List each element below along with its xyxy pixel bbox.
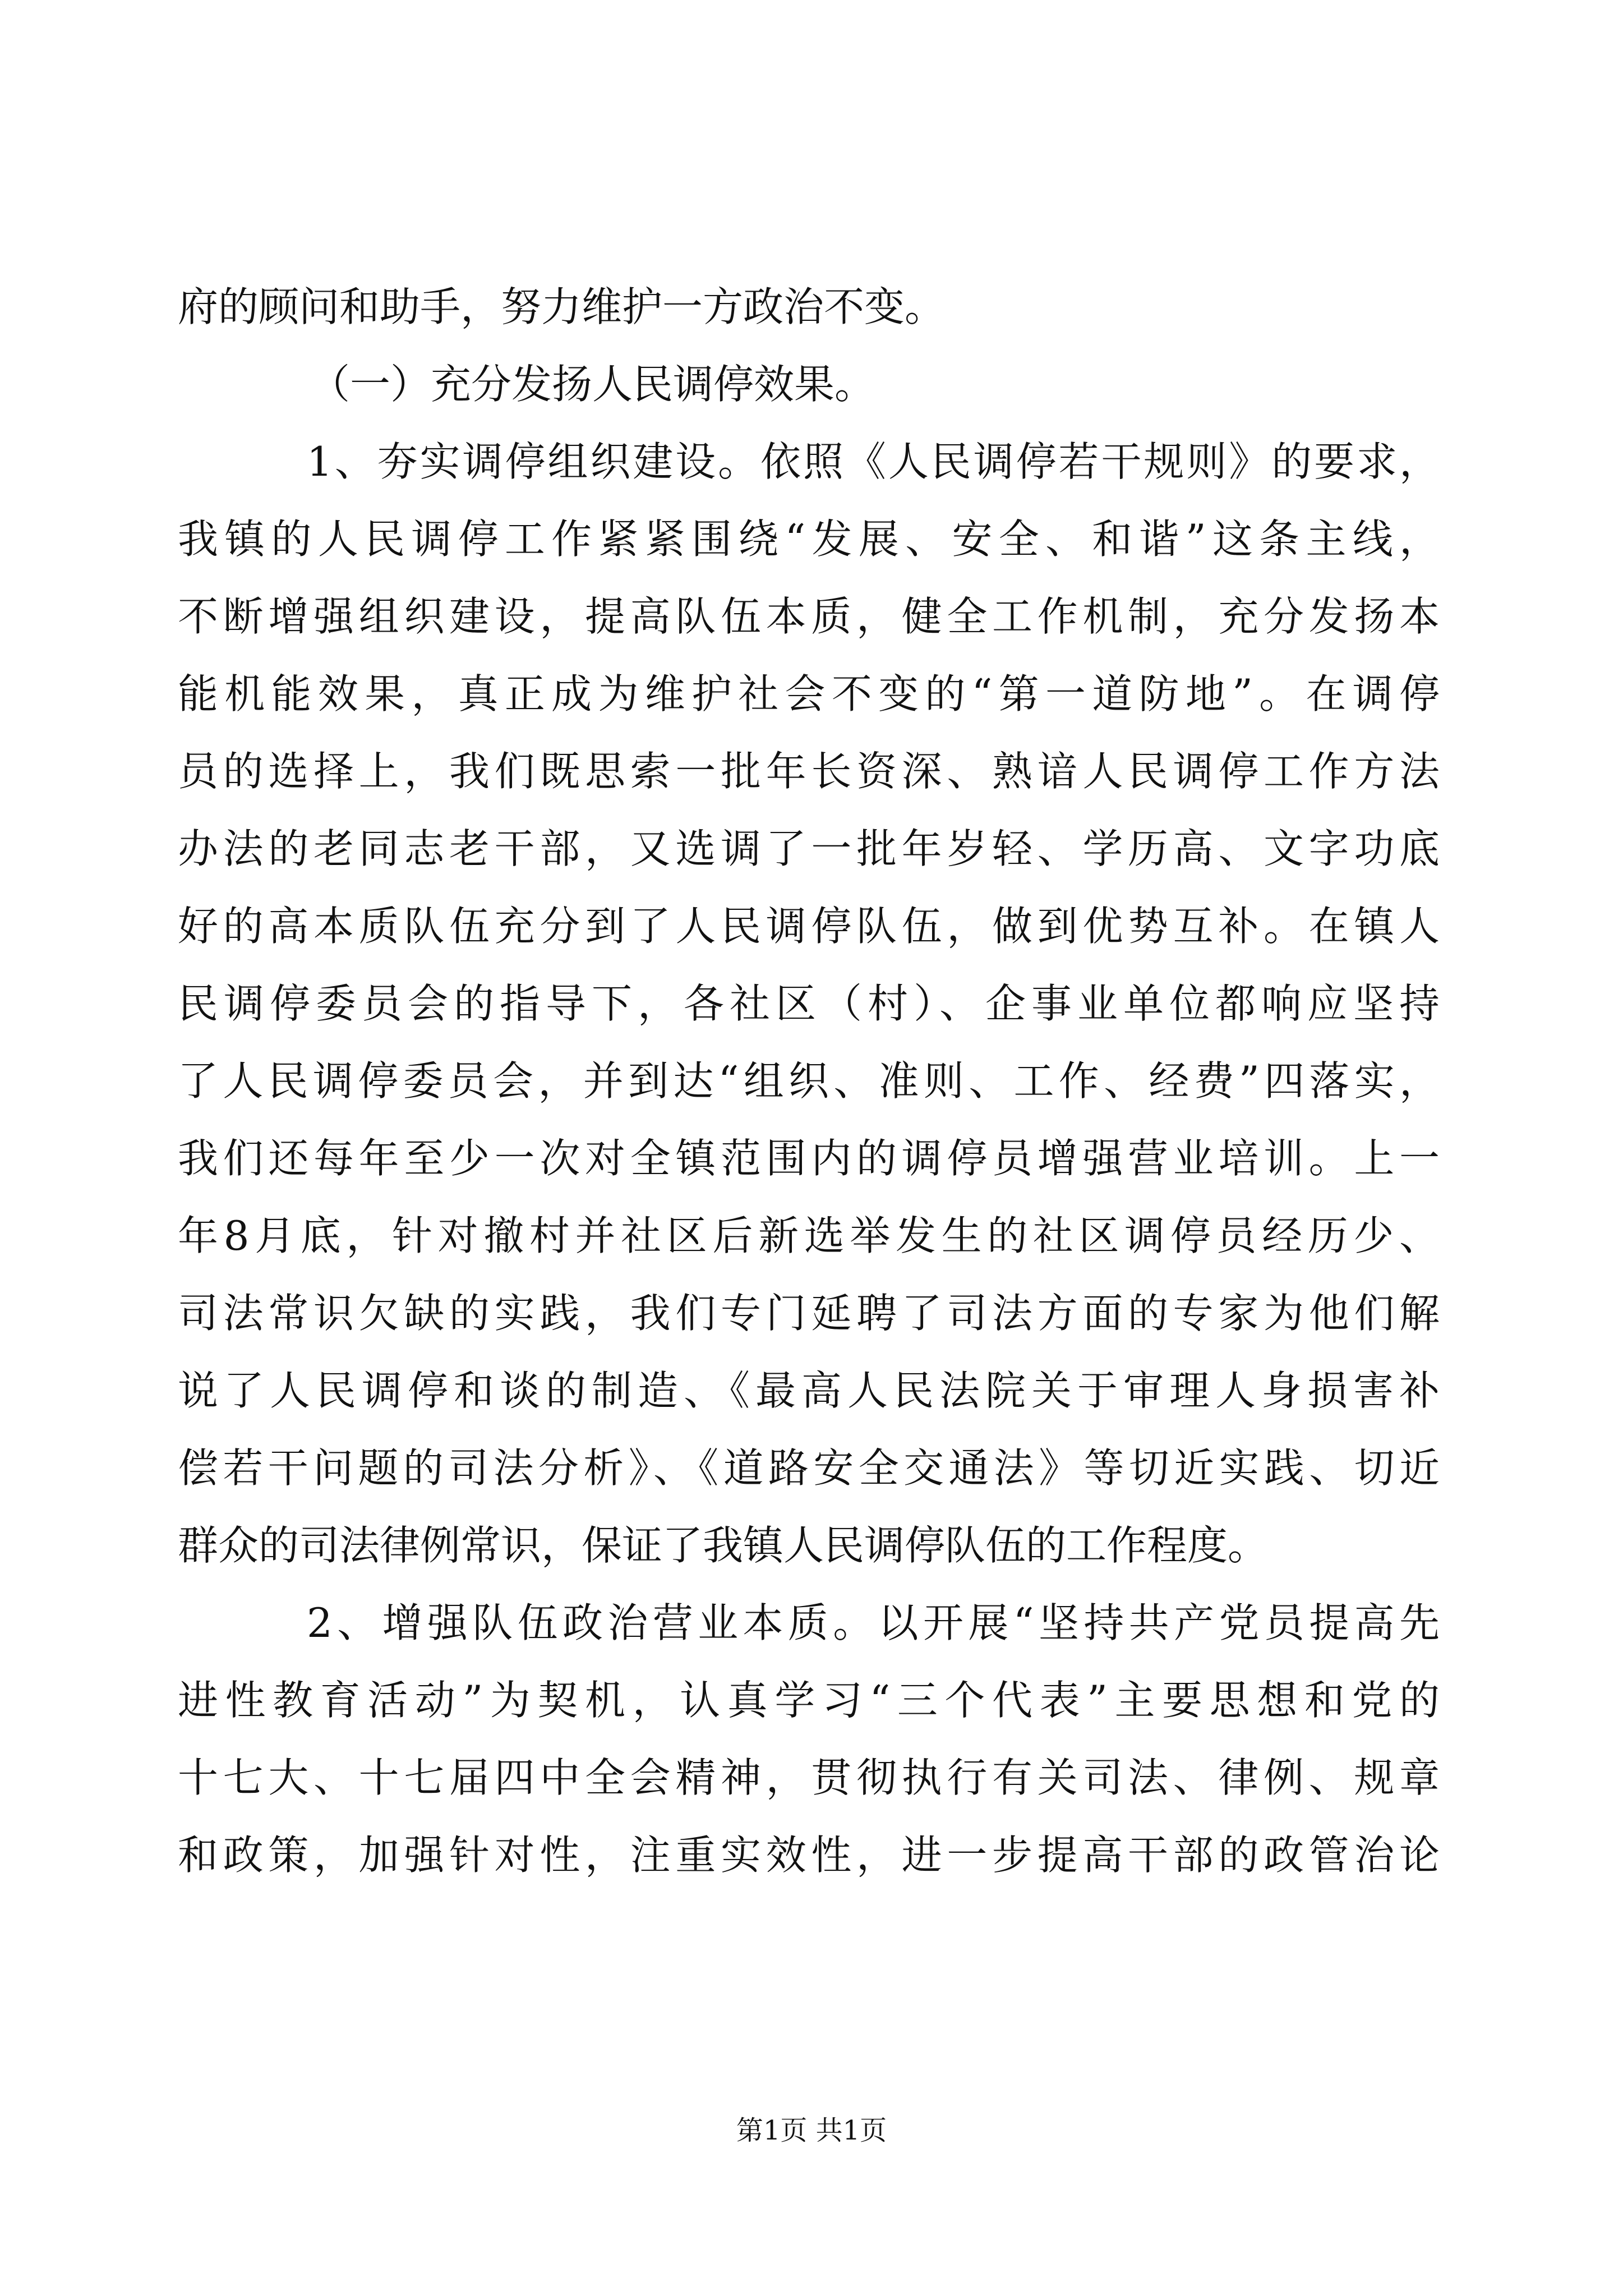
text-line: 府的顾问和助手，努力维护一方政治不变。 xyxy=(178,283,946,330)
text-line: 好的高本质队伍充分到了人民调停队伍，做到优势互补。在镇人 xyxy=(178,903,1440,950)
text-line: 偿若干问题的司法分析》、《道路安全交通法》等切近实践、切近 xyxy=(178,1444,1440,1492)
text-line: 司法常识欠缺的实践，我们专门延聘了司法方面的专家为他们解 xyxy=(178,1290,1440,1337)
text-line: 年8月底，针对撤村并社区后新选举发生的社区调停员经历少、 xyxy=(178,1212,1440,1259)
text-line: 不断增强组织建设，提高队伍本质，健全工作机制，充分发扬本 xyxy=(178,593,1440,640)
text-line: 我们还每年至少一次对全镇范围内的调停员增强营业培训。上一 xyxy=(178,1135,1440,1182)
text-line: 我镇的人民调停工作紧紧围绕“发展、安全、和谐”这条主线， xyxy=(178,516,1440,563)
text-line: 十七大、十七届四中全会精神，贯彻执行有关司法、律例、规章 xyxy=(178,1754,1440,1801)
text-line: 民调停委员会的指导下，各社区（村）、企事业单位都响应坚持 xyxy=(178,980,1440,1027)
section-heading: （一）充分发扬人民调停效果。 xyxy=(310,361,875,408)
text-line: 办法的老同志老干部，又选调了一批年岁轻、学历高、文字功底 xyxy=(178,825,1440,872)
text-line: 了人民调停委员会，并到达“组织、准则、工作、经费”四落实， xyxy=(178,1057,1440,1105)
paragraph-first-line: 1、夯实调停组织建设。依照《人民调停若干规则》的要求， xyxy=(307,438,1440,485)
text-line: 进性教育活动”为契机，认真学习“三个代表”主要思想和党的 xyxy=(178,1677,1440,1724)
paragraph-first-line: 2、增强队伍政治营业本质。以开展“坚持共产党员提高先 xyxy=(307,1599,1440,1646)
page-number-footer: 第1页 共1页 xyxy=(736,2115,887,2146)
text-line: 说了人民调停和谈的制造、《最高人民法院关于审理人身损害补 xyxy=(178,1367,1440,1414)
document-body xyxy=(178,268,1440,1894)
text-line: 员的选择上，我们既思索一批年长资深、熟谙人民调停工作方法 xyxy=(178,748,1440,795)
text-line: 能机能效果，真正成为维护社会不变的“第一道防地”。在调停 xyxy=(178,670,1440,717)
paragraph-last-line: 群众的司法律例常识，保证了我镇人民调停队伍的工作程度。 xyxy=(178,1522,1269,1569)
text-line: 和政策，加强针对性，注重实效性，进一步提高干部的政管治论 xyxy=(178,1832,1440,1879)
